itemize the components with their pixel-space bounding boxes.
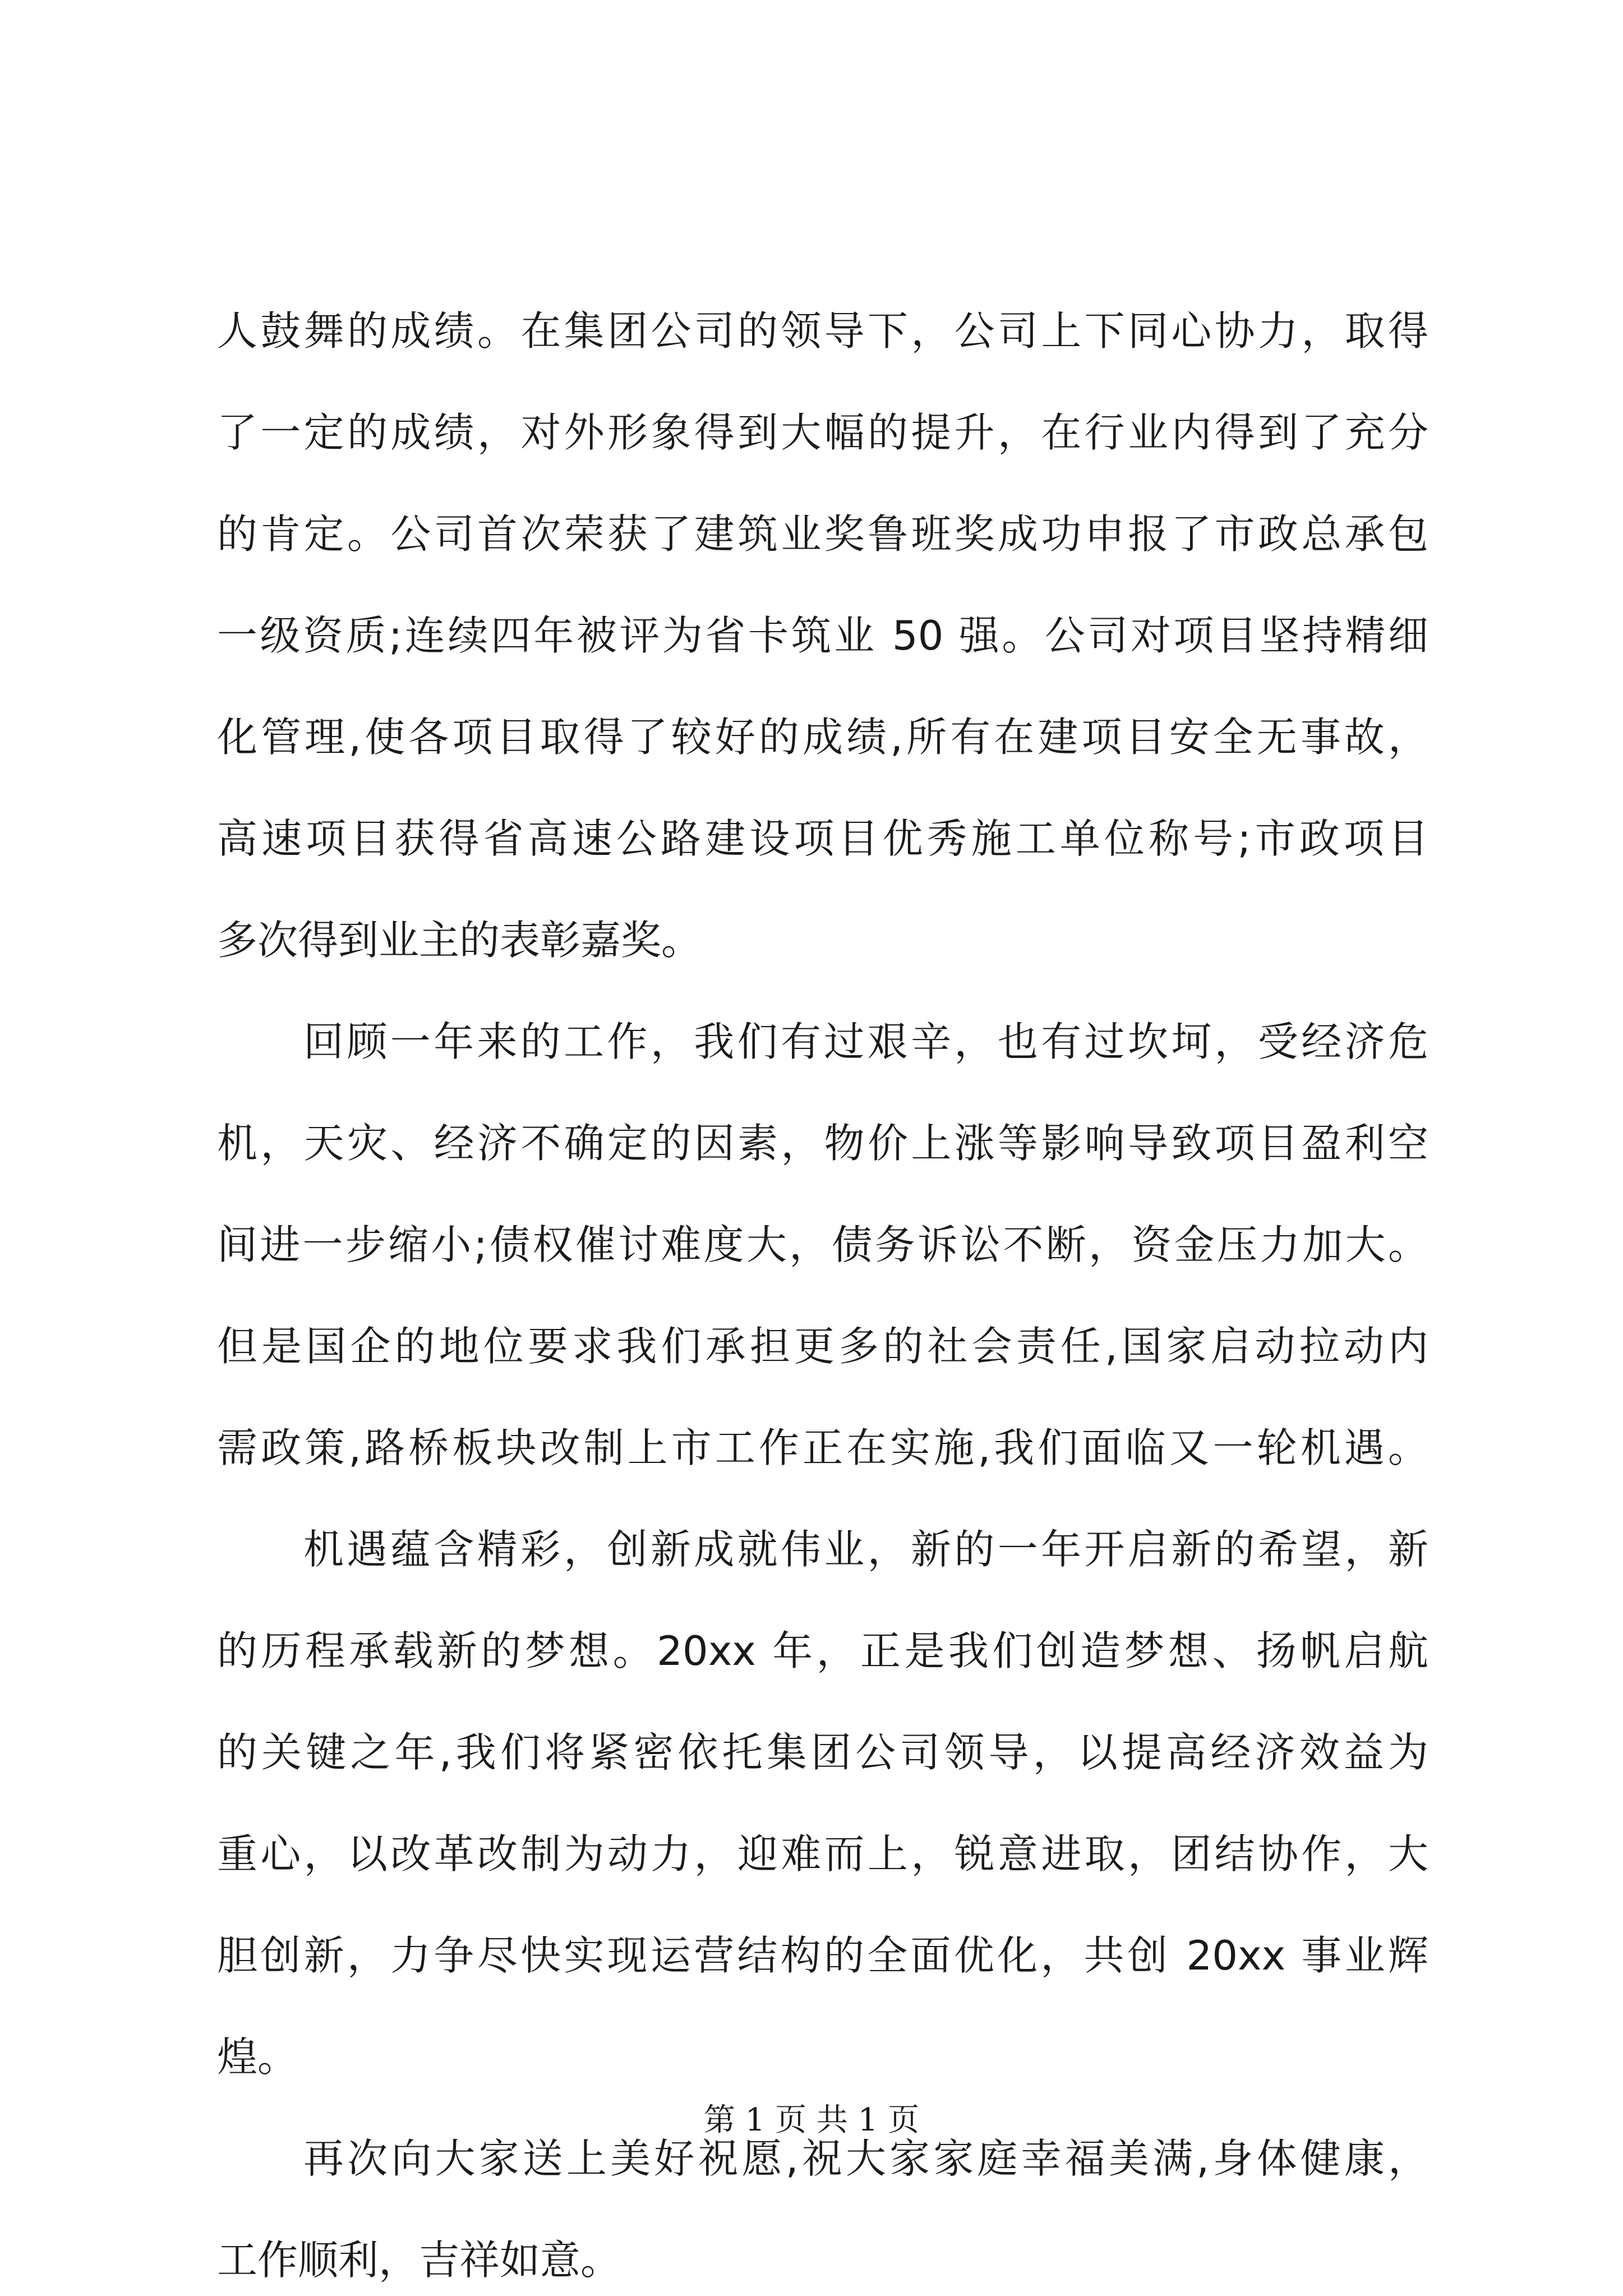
text-line: 化管理,使各项目取得了较好的成绩,所有在建项目安全无事故， xyxy=(217,714,1428,761)
text-line: 机，天灾、经济不确定的因素，物价上涨等影响导致项目盈利空 xyxy=(217,1120,1428,1167)
text-line: 但是国企的地位要求我们承担更多的社会责任,国家启动拉动内 xyxy=(217,1323,1428,1370)
text-line: 多次得到业主的表彰嘉奖。 xyxy=(217,917,702,964)
text-line: 一级资质;连续四年被评为省卡筑业 50 强。公司对项目坚持精细 xyxy=(217,612,1428,659)
text-line: 的肯定。公司首次荣获了建筑业奖鲁班奖成功申报了市政总承包 xyxy=(217,510,1428,558)
text-line: 人鼓舞的成绩。在集团公司的领导下，公司上下同心协力，取得 xyxy=(217,307,1428,355)
text-line: 重心，以改革改制为动力，迎难而上，锐意进取，团结协作，大 xyxy=(217,1830,1428,1878)
text-line: 了一定的成绩，对外形象得到大幅的提升，在行业内得到了充分 xyxy=(217,409,1428,456)
text-line: 的历程承载新的梦想。20xx 年，正是我们创造梦想、扬帆启航 xyxy=(217,1627,1428,1674)
text-line: 高速项目获得省高速公路建设项目优秀施工单位称号;市政项目 xyxy=(217,815,1428,862)
text-line: 的关键之年,我们将紧密依托集团公司领导，以提高经济效益为 xyxy=(217,1729,1428,1776)
text-line: 工作顺利，吉祥如意。 xyxy=(217,2237,621,2284)
text-line: 煌。 xyxy=(217,2033,298,2081)
text-line: 需政策,路桥板块改制上市工作正在实施,我们面临又一轮机遇。 xyxy=(217,1424,1428,1471)
page-number-footer: 第 1 页 共 1 页 xyxy=(703,2102,920,2138)
text-line: 胆创新，力争尽快实现运营结构的全面优化，共创 20xx 事业辉 xyxy=(217,1932,1428,1979)
text-line: 间进一步缩小;债权催讨难度大，债务诉讼不断，资金压力加大。 xyxy=(217,1221,1428,1268)
text-line: 回顾一年来的工作，我们有过艰辛，也有过坎坷，受经济危 xyxy=(303,1018,1428,1065)
text-line: 再次向大家送上美好祝愿,祝大家家庭幸福美满,身体健康， xyxy=(303,2135,1428,2182)
text-line: 机遇蕴含精彩，创新成就伟业，新的一年开启新的希望，新 xyxy=(303,1526,1428,1573)
